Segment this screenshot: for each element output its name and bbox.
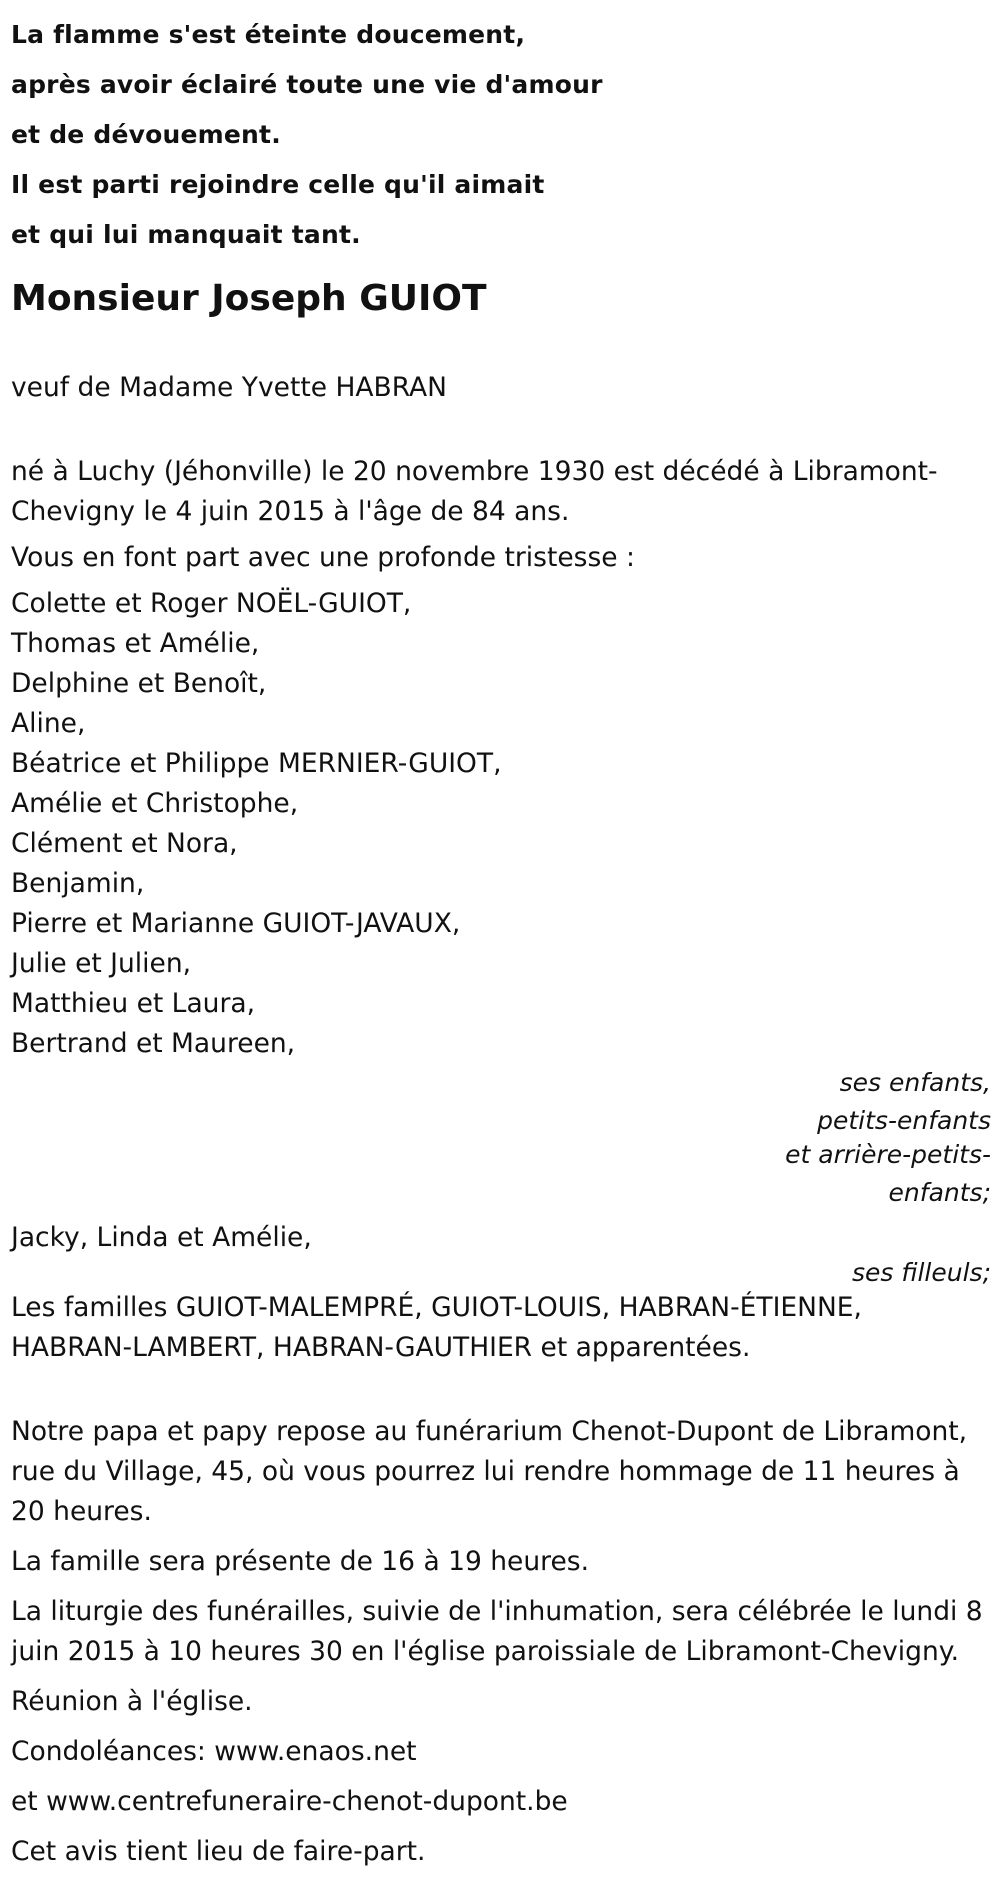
liturgy-info: La liturgie des funérailles, suivie de l'inhumation, sera célébrée le lundi 8 juin 2015 à 10 heures 30 en l'église paroissiale de Libramont-Chevigny. <box>11 1596 983 1667</box>
family-member: Julie et Julien, <box>11 948 192 979</box>
family-member: Matthieu et Laura, <box>11 988 256 1019</box>
godchildren-block <box>11 1218 991 1286</box>
intro-line: La flamme s'est éteinte doucement, <box>11 20 526 49</box>
family-presence: La famille sera présente de 16 à 19 heures. <box>11 1546 589 1577</box>
widow-of: veuf de Madame Yvette HABRAN <box>11 372 447 403</box>
intro-line: et de dévouement. <box>11 120 281 149</box>
godchildren-names: Jacky, Linda et Amélie, <box>11 1222 312 1253</box>
family-member: Delphine et Benoît, <box>11 668 267 699</box>
condolences-link-2[interactable]: et www.centrefuneraire-chenot-dupont.be <box>11 1786 568 1817</box>
family-member: Aline, <box>11 708 86 739</box>
condolences-link[interactable]: Condoléances: www.enaos.net <box>11 1736 417 1767</box>
family-member: Amélie et Christophe, <box>11 788 299 819</box>
meeting-info: Réunion à l'église. <box>11 1686 253 1717</box>
family-list <box>11 584 991 1064</box>
intro-line: et qui lui manquait tant. <box>11 220 361 249</box>
family-member: Thomas et Amélie, <box>11 628 260 659</box>
role-great-grandchildren: et arrière-petits-enfants; <box>785 1140 991 1207</box>
family-member: Bertrand et Maureen, <box>11 1028 296 1059</box>
intro-line: après avoir éclairé toute une vie d'amour <box>11 70 603 99</box>
role-children: ses enfants, petits-enfants <box>817 1068 991 1135</box>
intro-poem <box>11 10 991 260</box>
family-member: Pierre et Marianne GUIOT-JAVAUX, <box>11 908 461 939</box>
extended-families: Les familles GUIOT-MALEMPRÉ, GUIOT-LOUIS, HABRAN-ÉTIENNE, HABRAN-LAMBERT, HABRAN-GAUTHIER et apparentées. <box>11 1292 862 1363</box>
announcement: Vous en font part avec une profonde tristesse : <box>11 542 635 573</box>
notice-text: Cet avis tient lieu de faire-part. <box>11 1836 426 1867</box>
deceased-name: Monsieur Joseph GUIOT <box>11 278 487 319</box>
role-godchildren: ses filleuls; <box>851 1258 991 1287</box>
rest-info: Notre papa et papy repose au funérarium Chenot-Dupont de Libramont, rue du Village, 45, où vous pourrez lui rendre hommage de 11 heures à 20 heures. <box>11 1416 968 1527</box>
obituary-notice <box>11 0 991 1872</box>
family-member: Colette et Roger NOËL-GUIOT, <box>11 588 412 619</box>
birth-death-text: né à Luchy (Jéhonville) le 20 novembre 1930 est décédé à Libramont-Chevigny le 4 juin 2015 à l'âge de 84 ans. <box>11 456 938 527</box>
family-member: Benjamin, <box>11 868 145 899</box>
intro-line: Il est parti rejoindre celle qu'il aimait <box>11 170 545 199</box>
family-member: Clément et Nora, <box>11 828 238 859</box>
family-member: Béatrice et Philippe MERNIER-GUIOT, <box>11 748 502 779</box>
